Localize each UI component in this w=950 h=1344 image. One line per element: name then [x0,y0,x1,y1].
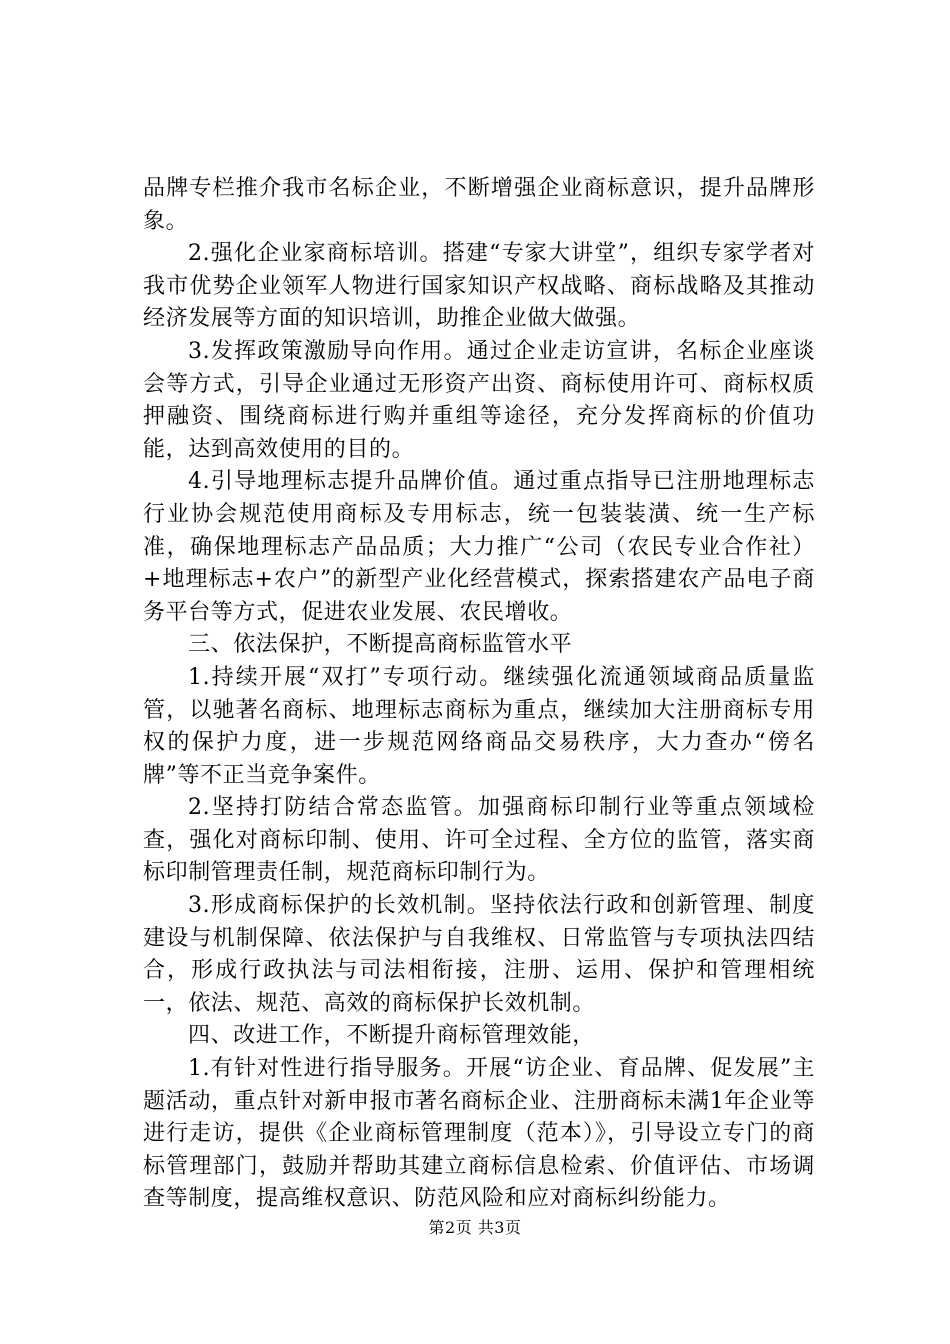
document-body [143,173,815,1216]
paragraph-6: 2.坚持打防结合常态监管。加强商标印制行业等重点领域检查，强化对商标印制、使用、许可全过程、全方位的监管，落实商标印制管理责任制，规范商标印制行为。 [143,795,815,886]
page-footer: 第2页 共3页 [428,1218,522,1237]
paragraph-8: 1.有针对性进行指导服务。开展“访企业、育品牌、促发展”主题活动，重点针对新申报市著名商标企业、注册商标未满1年企业等进行走访，提供《企业商标管理制度（范本）》，引导设立专门的商标管理部门，鼓励并帮助其建立商标信息检索、价值评估、市场调查等制度，提高维权意识、防范风险和应对商标纠纷能力。 [143,1056,815,1212]
paragraph-7: 3.形成商标保护的长效机制。坚持依法行政和创新管理、制度建设与机制保障、依法保护与自我维权、日常监管与专项执法四结合，形成行政执法与司法相衔接，注册、运用、保护和管理相统一，依法、规范、高效的商标保护长效机制。 [143,893,815,1016]
paragraph-5: 1.持续开展“双打”专项行动。继续强化流通领域商品质量监管，以驰著名商标、地理标志商标为重点，继续加大注册商标专用权的保护力度，进一步规范网络商品交易秩序，大力查办“傍名牌”等不正当竞争案件。 [143,664,815,788]
section-heading-3: 三、依法保护，不断提高商标监管水平 [188,632,573,658]
paragraph-3: 3.发挥政策激励导向作用。通过企业走访宣讲，名标企业座谈会等方式，引导企业通过无形资产出资、商标使用许可、商标权质押融资、围绕商标进行购并重组等途径，充分发挥商标的价值功能，达到高效使用的目的。 [143,338,815,462]
section-heading-4: 四、改进工作，不断提升商标管理效能， [188,1023,595,1049]
paragraph-1: 品牌专栏推介我市名标企业，不断增强企业商标意识，提升品牌形象。 [143,176,815,234]
paragraph-2: 2.强化企业家商标培训。搭建“专家大讲堂”，组织专家学者对我市优势企业领军人物进行国家知识产权战略、商标战略及其推动经济发展等方面的知识培训，助推企业做大做强。 [143,241,815,332]
paragraph-4: 4.引导地理标志提升品牌价值。通过重点指导已注册地理标志行业协会规范使用商标及专用标志，统一包装装潢、统一生产标准，确保地理标志产品品质；大力推广“公司（农民专业合作社）+地理标志+农户”的新型产业化经营模式，探索搭建农产品电子商务平台等方式，促进农业发展、农民增收。 [143,469,815,625]
